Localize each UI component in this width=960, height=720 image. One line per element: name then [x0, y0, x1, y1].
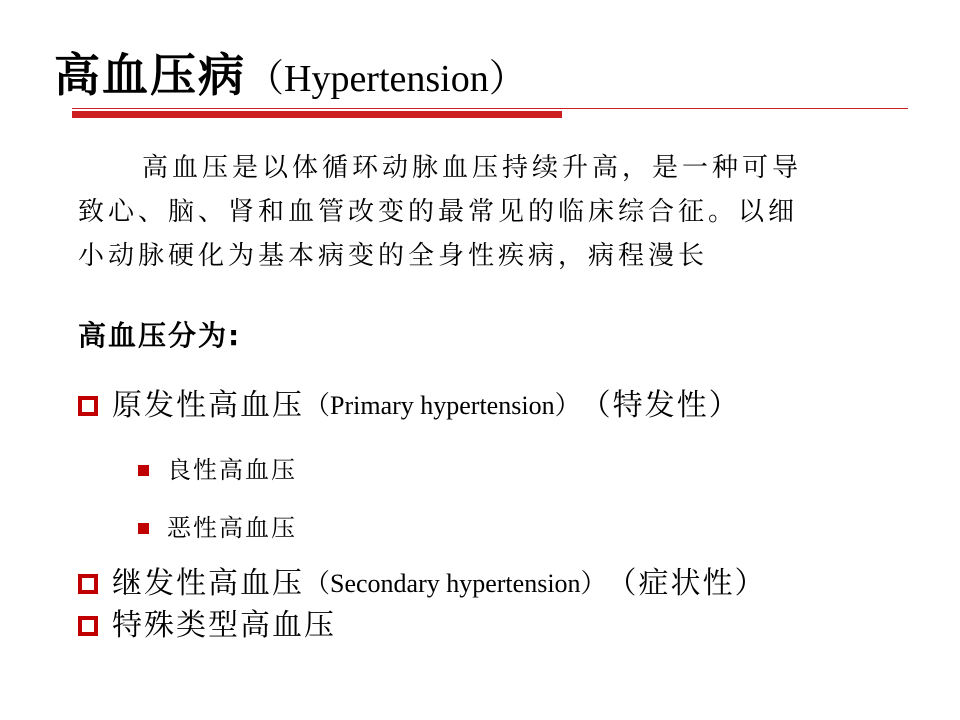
title-underline-thin	[72, 108, 908, 109]
item-english: （Primary hypertension）	[304, 391, 581, 420]
hollow-square-bullet-icon	[78, 396, 98, 416]
sub-item-malignant	[138, 510, 297, 546]
sub-item-label: 良性高血压	[167, 456, 297, 484]
list-item-primary	[78, 384, 741, 428]
hollow-square-bullet-icon	[78, 616, 98, 636]
paragraph-line: 小动脉硬化为基本病变的全身性疾病，病程漫长	[78, 241, 709, 271]
filled-square-bullet-icon	[138, 465, 149, 476]
item-note: （症状性）	[606, 566, 767, 601]
paragraph-line: 致心、脑、肾和血管改变的最常见的临床综合征。以细	[78, 197, 799, 227]
filled-square-bullet-icon	[138, 523, 149, 534]
sub-item-benign	[138, 452, 297, 488]
sub-item-label: 恶性高血压	[167, 514, 297, 542]
hollow-square-bullet-icon	[78, 574, 98, 594]
item-label: 原发性高血压	[112, 388, 304, 423]
item-english: （Secondary hypertension）	[304, 569, 607, 598]
definition-paragraph	[78, 146, 868, 278]
list-item-special	[78, 604, 336, 648]
title-english: （Hypertension）	[246, 58, 527, 100]
paragraph-line: 高血压是以体循环动脉血压持续升高，是一种可导	[142, 153, 803, 183]
item-label: 特殊类型高血压	[112, 608, 336, 643]
list-item-secondary	[78, 562, 767, 606]
title-chinese: 高血压病	[54, 48, 246, 102]
classification-heading: 高血压分为:	[78, 319, 242, 352]
item-label: 继发性高血压	[112, 566, 304, 601]
item-note: （特发性）	[580, 388, 741, 423]
title-underline-thick	[72, 111, 562, 118]
